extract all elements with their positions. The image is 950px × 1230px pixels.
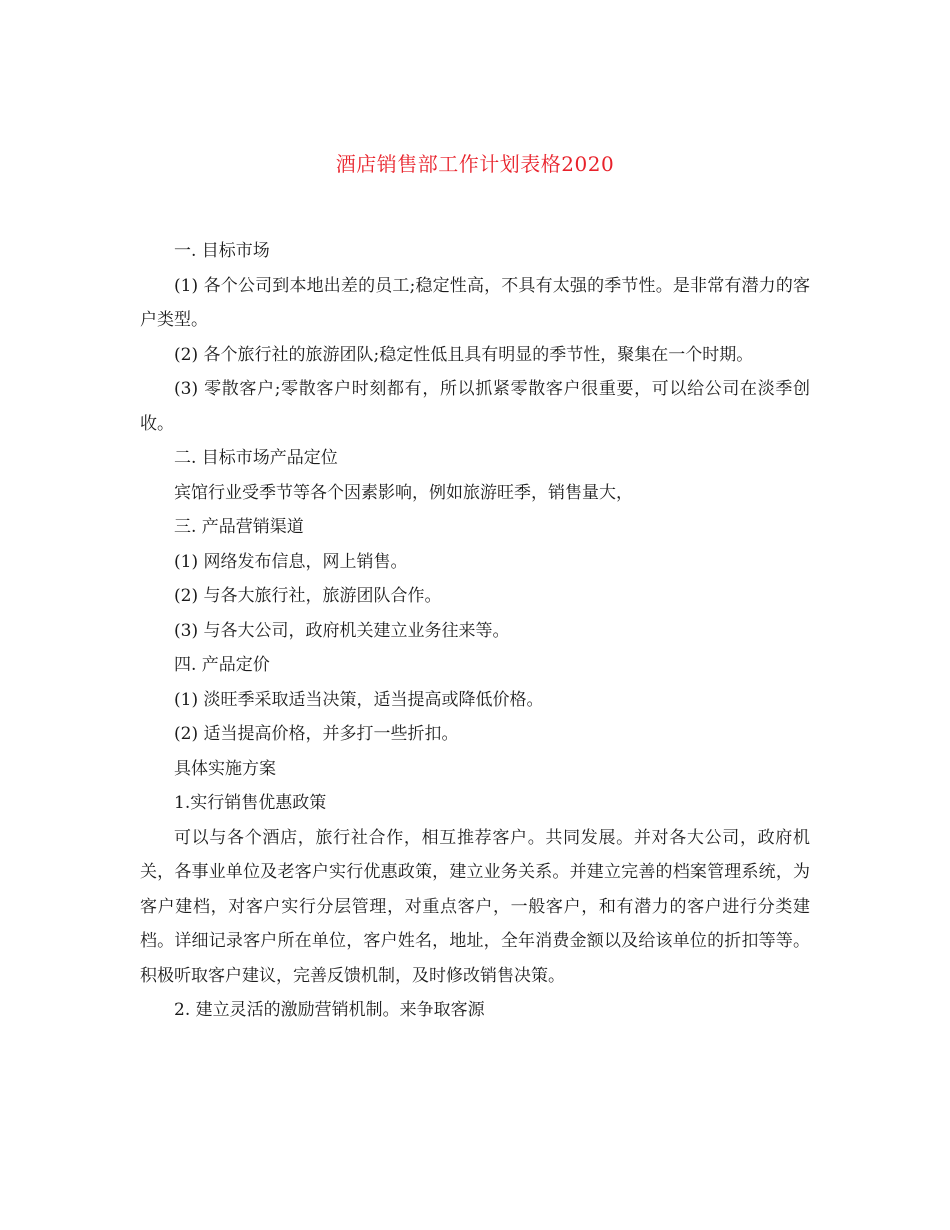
- paragraph: (3) 零散客户;零散客户时刻都有，所以抓紧零散客户很重要，可以给公司在淡季创收。: [140, 379, 810, 434]
- paragraph: 可以与各个酒店，旅行社合作，相互推荐客户。共同发展。并对各大公司，政府机关，各事业单位及老客户实行优惠政策，建立业务关系。并建立完善的档案管理系统，为客户建档，对客户实行分层管理，对重点客户，一般客户，和有潜力的客户进行分类建档。详细记录客户所在单位，客户姓名，地址，全年消费金额以及给该单位的折扣等等。积极听取客户建议，完善反馈机制，及时修改销售决策。: [140, 827, 810, 986]
- section-heading-target-market: 一. 目标市场: [174, 241, 270, 261]
- section-heading-product-positioning: 二. 目标市场产品定位: [174, 448, 338, 468]
- paragraph: (2) 与各大旅行社，旅游团队合作。: [174, 586, 442, 606]
- paragraph: (1) 淡旺季采取适当决策，适当提高或降低价格。: [174, 689, 544, 710]
- paragraph: (1) 网络发布信息，网上销售。: [174, 551, 408, 572]
- section-heading-pricing: 四. 产品定价: [174, 655, 270, 675]
- paragraph: (2) 各个旅行社的旅游团队;稳定性低且具有明显的季节性，聚集在一个时期。: [174, 344, 754, 365]
- paragraph: (1) 各个公司到本地出差的员工;稳定性高，不具有太强的季节性。是非常有潜力的客户类型。: [140, 275, 810, 330]
- subheading-incentive-mechanism: 2. 建立灵活的激励营销机制。来争取客源: [174, 1000, 485, 1020]
- paragraph: (3) 与各大公司，政府机关建立业务往来等。: [174, 620, 510, 641]
- paragraph: 宾馆行业受季节等各个因素影响，例如旅游旺季，销售量大，: [174, 482, 633, 503]
- section-heading-implementation: 具体实施方案: [174, 758, 276, 779]
- subheading-discount-policy: 1.实行销售优惠政策: [174, 793, 327, 813]
- paragraph: (2) 适当提高价格，并多打一些折扣。: [174, 724, 459, 744]
- section-heading-marketing-channels: 三. 产品营销渠道: [174, 517, 304, 537]
- document-body: [140, 234, 810, 1028]
- document-title: 酒店销售部工作计划表格2020: [335, 152, 615, 176]
